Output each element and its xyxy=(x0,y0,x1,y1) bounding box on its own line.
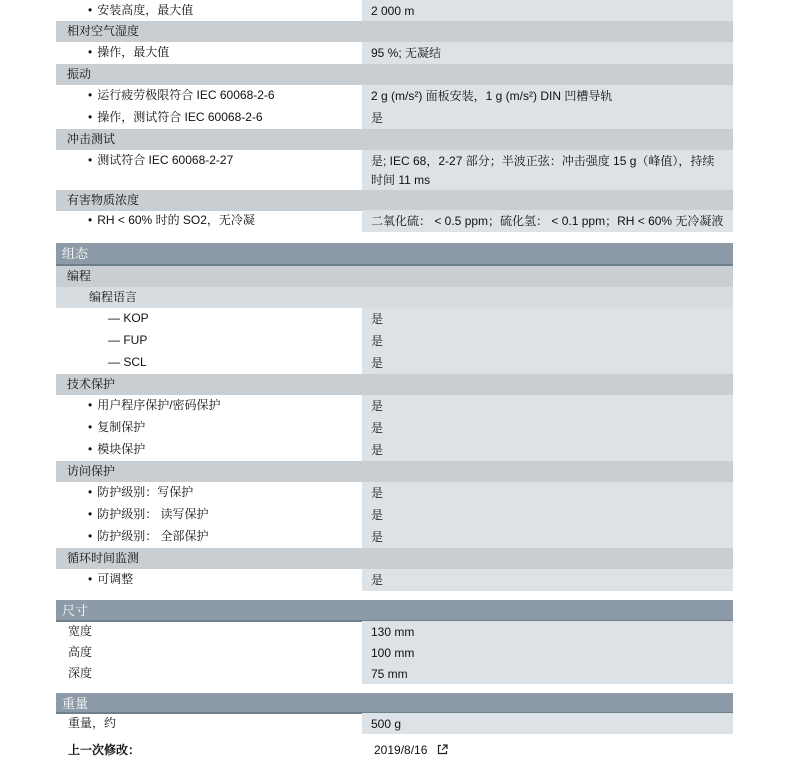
section-header-config: 组态 xyxy=(56,243,733,264)
spec-value-level-write: 是 xyxy=(362,482,733,504)
external-link-icon[interactable] xyxy=(437,741,448,761)
spec-label-scl: — SCL xyxy=(108,355,147,369)
spec-value-width: 130 mm xyxy=(362,621,733,642)
spec-value-copy-protection: 是 xyxy=(362,417,733,439)
spec-label-level-read-write: • 防护级别： 读写保护 xyxy=(56,504,391,524)
section-header-dimensions: 尺寸 xyxy=(56,600,733,621)
spec-label-block-protection: • 模块保护 xyxy=(56,439,391,459)
spec-value-adjustable: 是 xyxy=(362,569,733,591)
spec-value-height: 100 mm xyxy=(362,642,733,663)
subheader-tech-protection: 技术保护 xyxy=(56,374,733,395)
subheader-harmful-substances: 有害物质浓度 xyxy=(56,190,733,211)
spec-label-shock-test: • 测试符合 IEC 60068-2-27 xyxy=(56,150,391,170)
spec-value-block-protection: 是 xyxy=(362,439,733,461)
spec-value-depth: 75 mm xyxy=(362,663,733,684)
spec-value-shock-test xyxy=(362,150,733,190)
last-modified-label: 上一次修改： xyxy=(68,743,141,757)
spec-value-shock-test-line1: 是; IEC 68，2-27 部分；半波正弦：冲击强度 15 g（峰值），持续 xyxy=(371,154,715,168)
spec-value-kop: 是 xyxy=(362,308,733,330)
spec-label-weight-approx: 重量，约 xyxy=(68,716,117,730)
section-header-weight: 重量 xyxy=(56,693,733,714)
spec-value-installation-height: 2 000 m xyxy=(362,0,733,21)
spec-label-width: 宽度 xyxy=(68,624,93,638)
spec-label-level-write: • 防护级别：写保护 xyxy=(56,482,391,502)
subheader-programming: 编程 xyxy=(56,266,733,287)
spec-label-installation-height: • 安装高度，最大值 xyxy=(56,0,391,20)
subheader-vibration: 振动 xyxy=(56,64,733,85)
spec-label-fup: — FUP xyxy=(108,333,148,347)
spec-value-user-program-protection: 是 xyxy=(362,395,733,417)
spec-value-scl: 是 xyxy=(362,352,733,374)
subheader-relative-humidity: 相对空气湿度 xyxy=(56,21,733,42)
spec-value-level-full: 是 xyxy=(362,526,733,548)
spec-label-vibration-test: • 操作，测试符合 IEC 60068-2-6 xyxy=(56,107,391,127)
spec-label-height: 高度 xyxy=(68,645,93,659)
spec-label-level-full: • 防护级别： 全部保护 xyxy=(56,526,391,546)
spec-value-shock-test-line2: 时间 11 ms xyxy=(371,173,431,187)
spec-label-user-program-protection: • 用户程序保护/密码保护 xyxy=(56,395,391,415)
spec-label-operation-max: • 操作，最大值 xyxy=(56,42,391,62)
spec-label-copy-protection: • 复制保护 xyxy=(56,417,391,437)
last-modified-date: 2019/8/16 xyxy=(374,743,428,757)
spec-label-kop: — KOP xyxy=(108,311,149,325)
spec-value-vibration-fatigue: 2 g (m/s²) 面板安装，1 g (m/s²) DIN 凹槽导轨 xyxy=(362,85,733,107)
subheader-cycle-monitoring: 循环时间监测 xyxy=(56,548,733,569)
spec-value-harmful-rh: 二氧化硫： < 0.5 ppm；硫化氢： < 0.1 ppm；RH < 60% 无冷凝液 xyxy=(362,210,733,232)
spec-value-vibration-test: 是 xyxy=(362,107,733,129)
subheader-shock-test: 冲击测试 xyxy=(56,129,733,150)
spec-value-level-read-write: 是 xyxy=(362,504,733,526)
subheader-programming-language: 编程语言 xyxy=(56,287,733,308)
spec-label-adjustable: • 可调整 xyxy=(56,569,391,589)
spec-value-fup: 是 xyxy=(362,330,733,352)
subheader-access-protection: 访问保护 xyxy=(56,461,733,482)
spec-value-operation-max: 95 %; 无凝结 xyxy=(362,42,733,64)
spec-value-weight-approx: 500 g xyxy=(362,713,733,734)
last-modified xyxy=(374,740,448,761)
spec-label-harmful-rh: • RH < 60% 时的 SO2，无冷凝 xyxy=(56,210,391,230)
spec-label-vibration-fatigue: • 运行疲劳极限符合 IEC 60068-2-6 xyxy=(56,85,391,105)
spec-label-depth: 深度 xyxy=(68,666,93,680)
